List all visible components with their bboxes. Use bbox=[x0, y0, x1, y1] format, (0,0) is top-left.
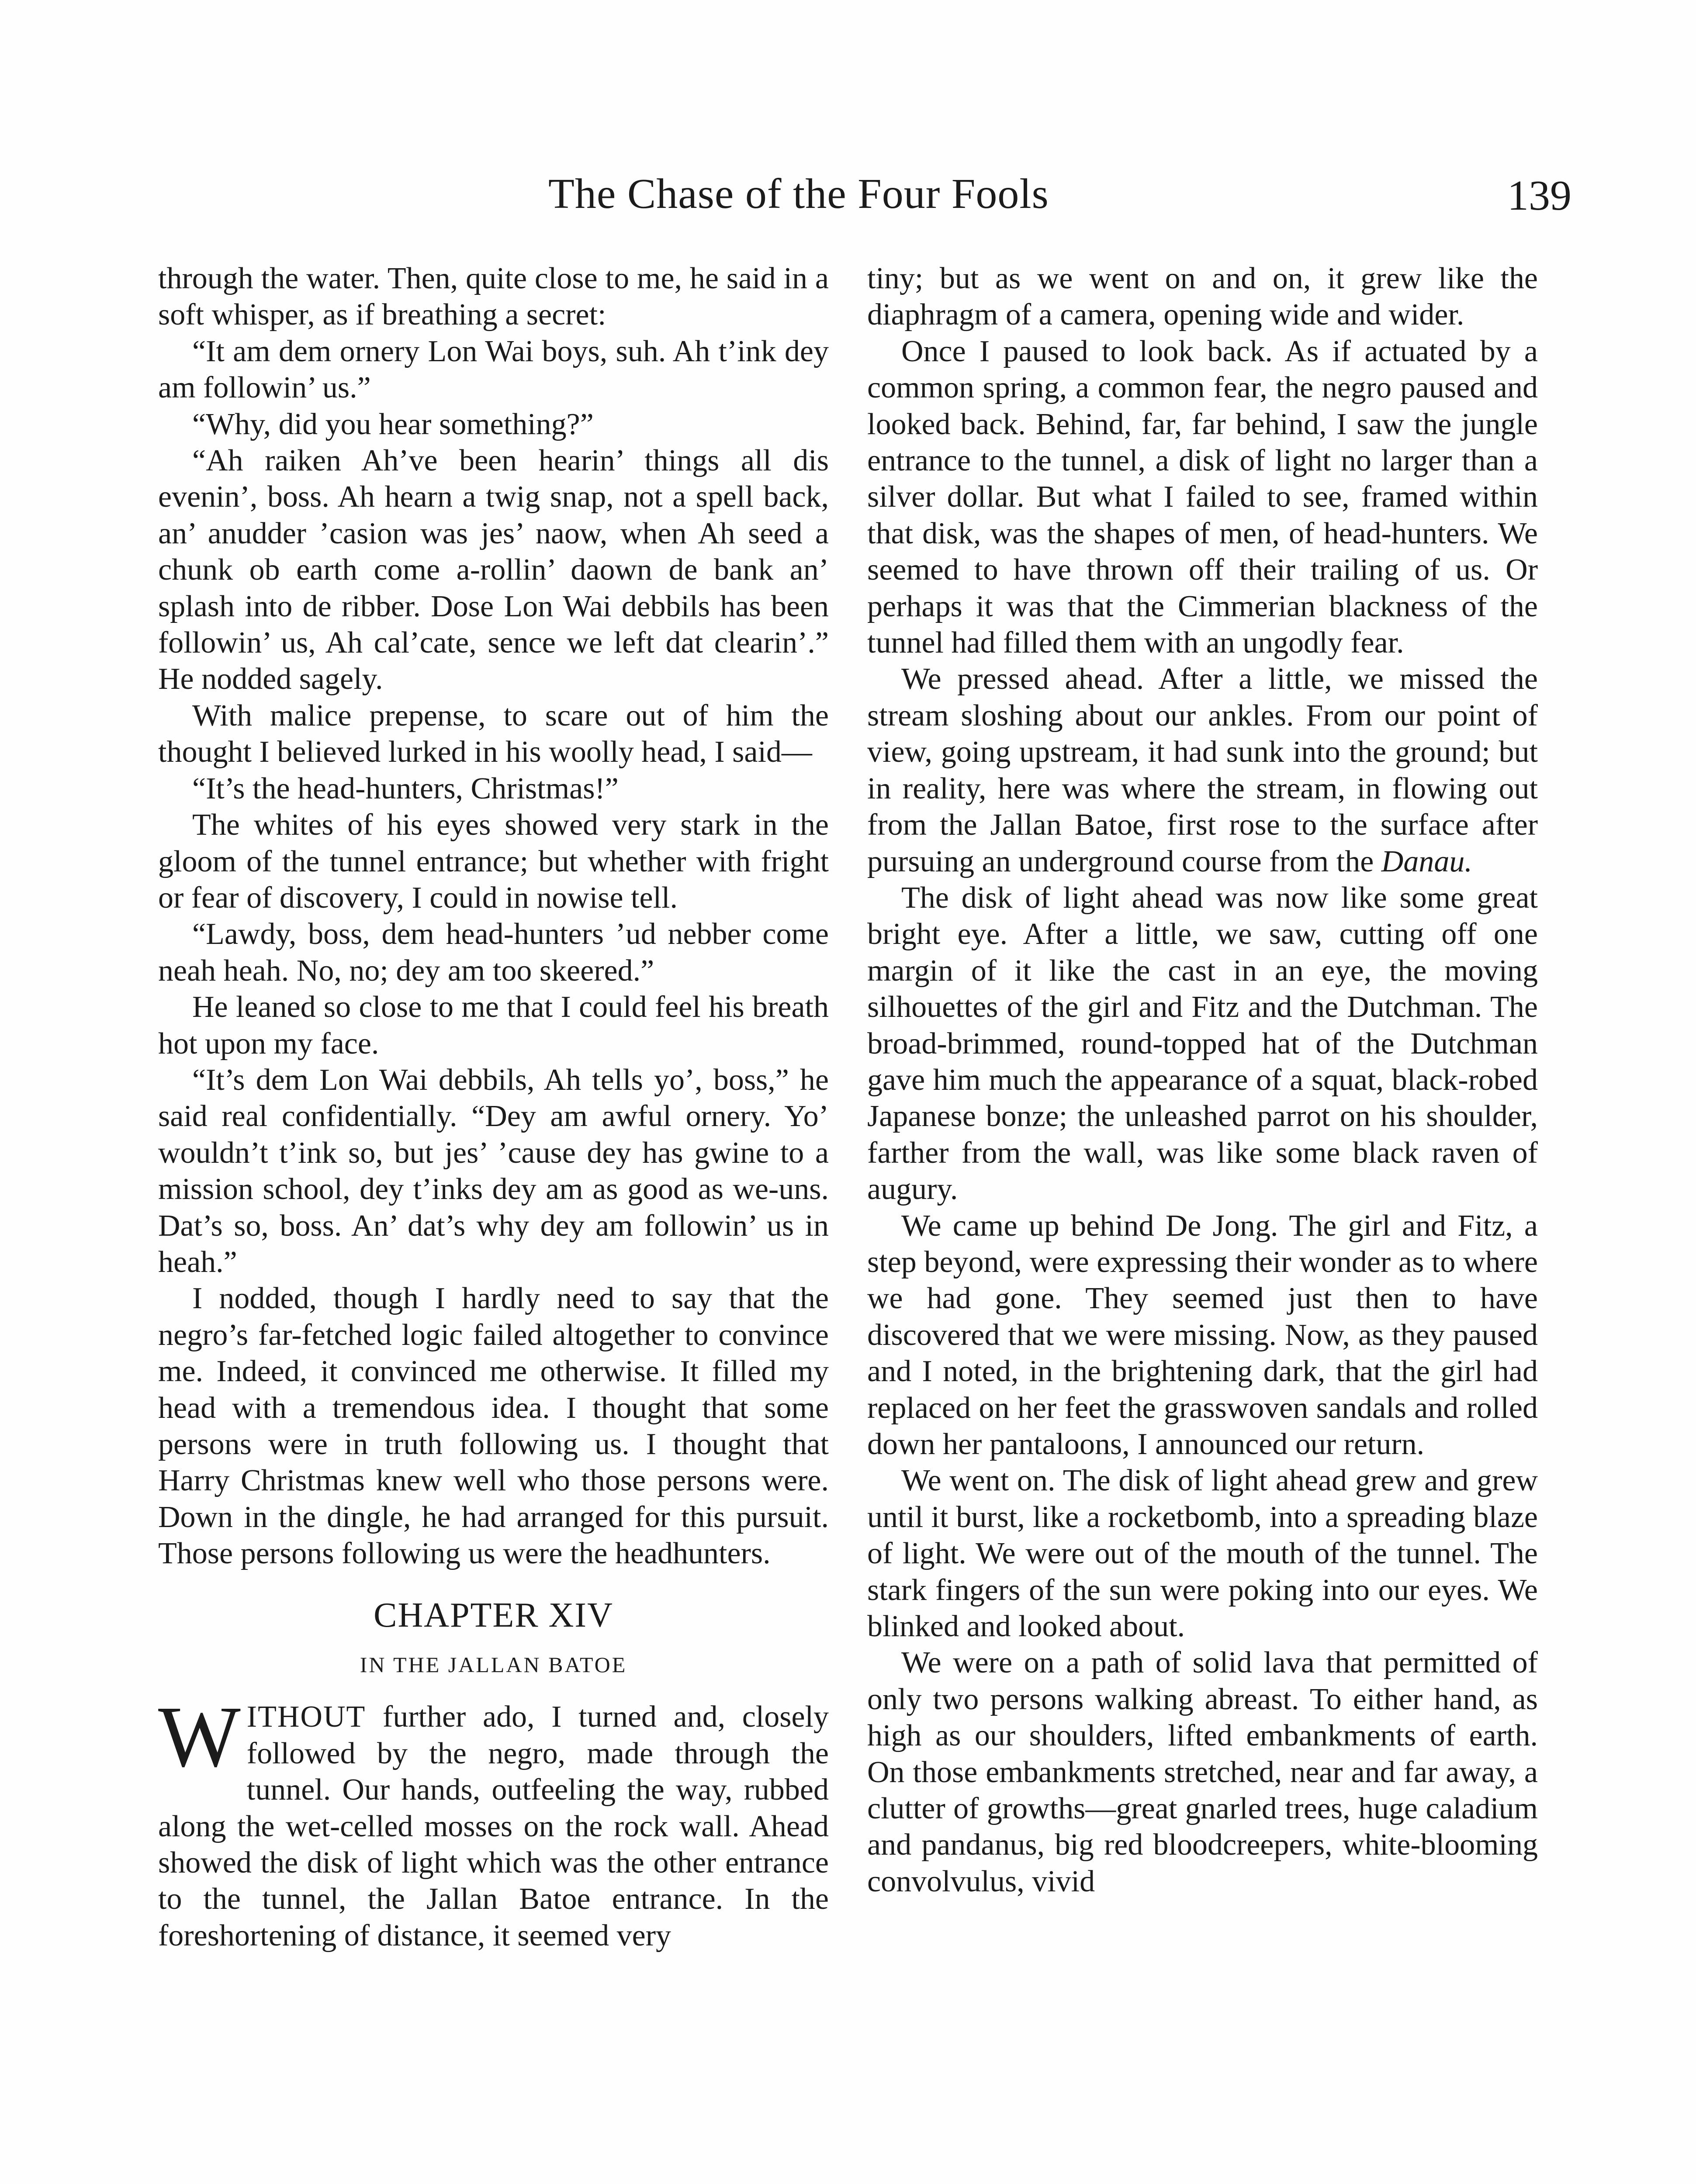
paragraph: “Ah raiken Ah’ve been hearin’ things all dis evenin’, boss. Ah hearn a twig snap, not a spell back, an’ anudder ’casion was jes’ naow, when Ah seed a chunk ob earth come a-rollin’ daown de bank an’ splash into de ribber. Dose Lon Wai debbils has been followin’ us, Ah cal’cate, sence we left dat clearin’.” He nodded sagely. bbox=[158, 444, 829, 696]
paragraph: “Lawdy, boss, dem head-hunters ’ud nebber come neah heah. No, no; dey am too skeered.” bbox=[158, 917, 829, 988]
paragraph: We were on a path of solid lava that permitted of only two persons walking abreast. To either hand, as high as our shoulders, lifted embankments of earth. On those embankments stretched, near and far away, a clutter of growths—great gnarled trees, huge caladium and pandanus, big red bloodcreepers, white-blooming convolvulus, vivid bbox=[867, 1646, 1538, 1898]
chapter-subtitle: IN THE JALLAN BATOE bbox=[360, 1652, 627, 1677]
chapter-title: CHAPTER XIV bbox=[374, 1596, 613, 1635]
left-column bbox=[158, 260, 829, 1954]
paragraph: We went on. The disk of light ahead grew and grew until it burst, like a rocketbomb, into a spreading blaze of light. We were out of the mouth of the tunnel. The stark fingers of the sun were poking into our eyes. We blinked and looked about. bbox=[867, 1464, 1538, 1644]
paragraph: Once I paused to look back. As if actuated by a common spring, a common fear, the negro paused and looked back. Behind, far, far behind, I saw the jungle entrance to the tunnel, a disk of light no larger than a silver dollar. But what I failed to see, framed within that disk, was the shapes of men, of head-hunters. We seemed to have thrown off their trailing of us. Or perhaps it was that the Cimmerian blackness of the tunnel had filled them with an ungodly fear. bbox=[867, 334, 1538, 660]
right-column bbox=[867, 260, 1538, 1900]
paragraph: The disk of light ahead was now like some great bright eye. After a little, we saw, cutting off one margin of it like the cast in an eye, the moving silhouettes of the girl and Fitz and the Dutchman. The broad-brimmed, round-topped hat of the Dutchman gave him much the appearance of a squat, black-robed Japanese bonze; the unleashed parrot on his shoulder, farther from the wall, was like some black raven of augury. bbox=[867, 881, 1538, 1206]
paragraph: “Why, did you hear something?” bbox=[192, 407, 594, 441]
italic-word: Danau. bbox=[1381, 844, 1472, 878]
paragraph bbox=[867, 661, 1538, 879]
paragraph: He leaned so close to me that I could feel his breath hot upon my face. bbox=[158, 990, 829, 1061]
paragraph-text: We pressed ahead. After a little, we missed the stream sloshing about our ankles. From our point of view, going upstream, it had sunk into the ground; but in reality, here was where the stream, in flowing out from the Jallan Batoe, first rose to the surface after pursuing an underground course from the bbox=[867, 662, 1538, 878]
paragraph: We came up behind De Jong. The girl and Fitz, a step beyond, were expressing their wonder as to where we had gone. They seemed just then to have discovered that we were missing. Now, as they paused and I noted, in the brightening dark, that the girl had replaced on her feet the grasswoven sandals and rolled down her pantaloons, I announced our return. bbox=[867, 1209, 1538, 1461]
paragraph: “It am dem ornery Lon Wai boys, suh. Ah t’ink dey am followin’ us.” bbox=[158, 334, 829, 405]
paragraph: With malice prepense, to scare out of him the thought I believed lurked in his woolly head, I said— bbox=[158, 698, 829, 769]
opening-small-caps: ITHOUT bbox=[246, 1700, 366, 1734]
paragraph: “It’s dem Lon Wai debbils, Ah tells yo’, boss,” he said real confidentially. “Dey am awful ornery. Yo’ wouldn’t t’ink so, but jes’ ’cause dey has gwine to a mission school, dey t’inks dey am as good as we-uns. Dat’s so, boss. An’ dat’s why dey am followin’ us in heah.” bbox=[158, 1063, 829, 1279]
drop-cap: W bbox=[158, 1689, 241, 1786]
paragraph: tiny; but as we went on and on, it grew like the diaphragm of a camera, opening wide and wider. bbox=[867, 262, 1538, 332]
paragraph: I nodded, though I hardly need to say that the negro’s far-fetched logic failed altogether to convince me. Indeed, it convinced me otherwise. It filled my head with a tremendous idea. I thought that some persons were in truth following us. I thought that Harry Christmas knew well who those persons were. Down in the dingle, he had arranged for this pursuit. Those persons following us were the headhunters. bbox=[158, 1282, 829, 1571]
running-title: The Chase of the Four Fools bbox=[548, 170, 1049, 218]
paragraph: The whites of his eyes showed very stark in the gloom of the tunnel entrance; but whether with fright or fear of discovery, I could in nowise tell. bbox=[158, 808, 829, 915]
page-number: 139 bbox=[1507, 172, 1571, 219]
paragraph: through the water. Then, quite close to me, he said in a soft whisper, as if breathing a secret: bbox=[158, 262, 829, 332]
chapter-opening-paragraph bbox=[158, 1689, 829, 1954]
paragraph: “It’s the head-hunters, Christmas!” bbox=[192, 771, 619, 805]
paragraph-text: further ado, I turned and, closely followed by the negro, made through the tunnel. Our hands, outfeeling the way, rubbed along the wet-celled mosses on the rock wall. Ahead showed the disk of light which was the other entrance to the tunnel, the Jallan Batoe entrance. In the foreshortening of distance, it seemed very bbox=[158, 1700, 829, 1952]
